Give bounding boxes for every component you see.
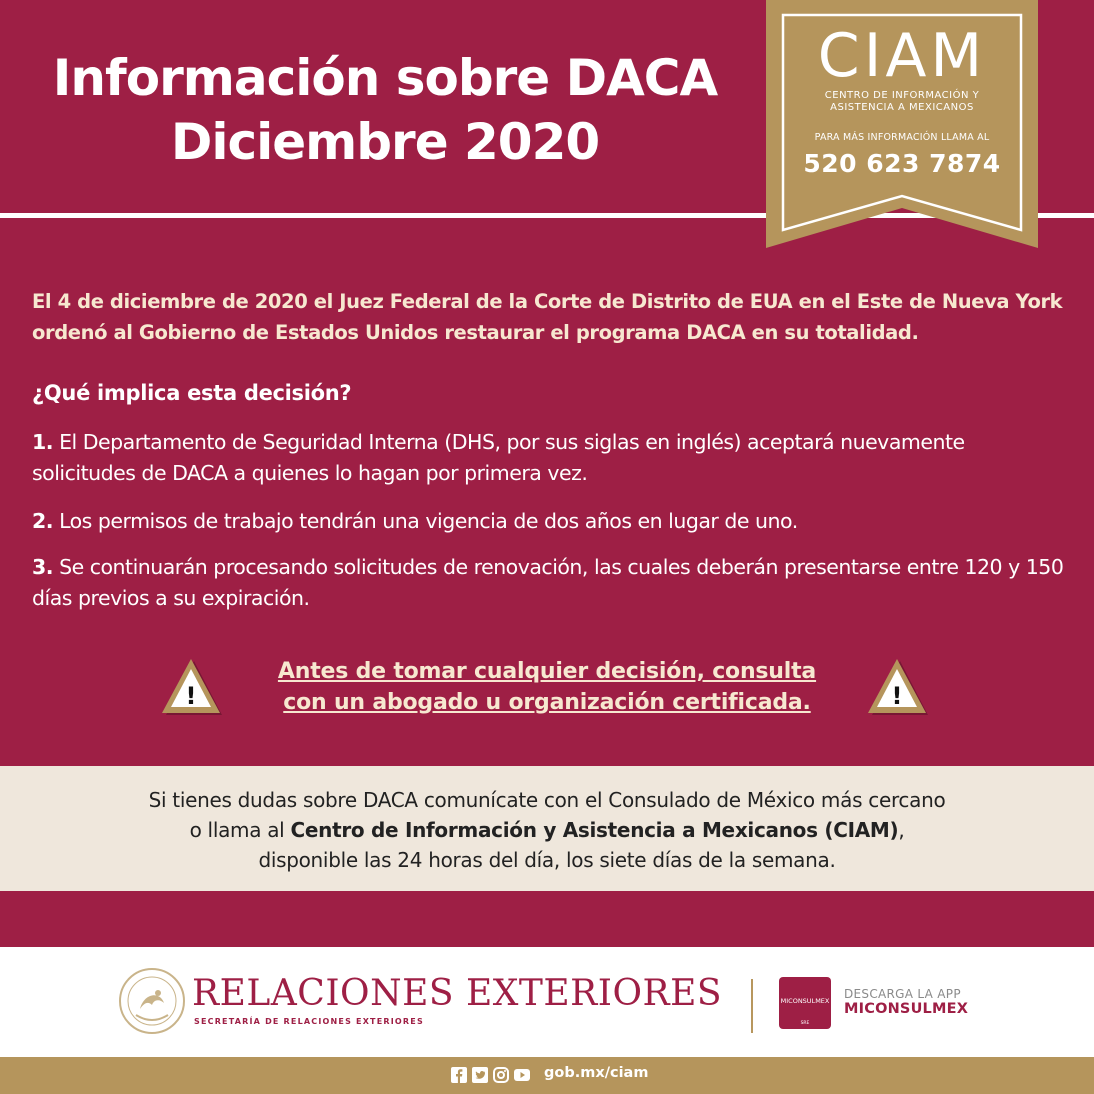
sre-subtitle: SECRETARÍA DE RELACIONES EXTERIORES xyxy=(194,1017,424,1026)
list-item-text: El Departamento de Seguridad Interna (DHS, por sus siglas en inglés) aceptará nuevamente solicitudes de DACA a quienes lo hagan por primera vez. xyxy=(32,430,965,485)
svg-text:!: ! xyxy=(185,682,197,710)
facebook-icon[interactable] xyxy=(451,1067,467,1083)
miconsulmex-app-icon[interactable]: MICONSULMEX SRE xyxy=(779,977,831,1029)
page-title-line1: Información sobre DACA xyxy=(52,49,718,107)
warning-icon xyxy=(158,657,224,717)
youtube-icon[interactable] xyxy=(514,1067,530,1083)
list-item-number: 3. xyxy=(32,555,54,579)
page-title-line2: Diciembre 2020 xyxy=(170,113,600,171)
warning-message xyxy=(240,656,854,718)
list-item-number: 2. xyxy=(32,509,54,533)
ciam-full-name: Centro de Información y Asistencia a Mexicanos (CIAM) xyxy=(290,818,899,842)
warning-icon xyxy=(864,657,930,717)
website-link[interactable]: gob.mx/ciam xyxy=(544,1065,649,1081)
ciam-subtitle-line2: ASISTENCIA A MEXICANOS xyxy=(830,102,974,113)
contact-line2: o llama al Centro de Información y Asistencia a Mexicanos (CIAM), xyxy=(189,818,905,842)
twitter-icon[interactable] xyxy=(472,1067,488,1083)
contact-line3: disponible las 24 horas del día, los siete días de la semana. xyxy=(258,848,836,872)
warning-line1: Antes de tomar cualquier decisión, consulta xyxy=(277,659,817,684)
app-name[interactable]: MICONSULMEX xyxy=(844,1001,969,1017)
list-item-text: Se continuarán procesando solicitudes de renovación, las cuales deberán presentarse entre 120 y 150 días previos a su expiración. xyxy=(32,555,1064,610)
list-item-text: Los permisos de trabajo tendrán una vigencia de dos años en lugar de uno. xyxy=(53,509,798,533)
svg-text:!: ! xyxy=(891,682,903,710)
footer-divider xyxy=(751,979,753,1033)
warning-line2: con un abogado u organización certificada. xyxy=(283,690,811,715)
ciam-phone[interactable]: 520 623 7874 xyxy=(803,149,1001,178)
page-title xyxy=(20,46,750,174)
contact-panel xyxy=(0,766,1094,891)
instagram-icon[interactable] xyxy=(493,1067,509,1083)
ciam-logo-text: CIAM xyxy=(817,21,987,91)
ciam-more-info: PARA MÁS INFORMACIÓN LLAMA AL xyxy=(814,132,990,143)
sre-title: RELACIONES EXTERIORES xyxy=(192,973,723,1014)
list-item xyxy=(32,552,1072,614)
ciam-banner xyxy=(766,0,1038,248)
app-download-cta: DESCARGA LA APP xyxy=(844,987,961,1001)
contact-line1: Si tienes dudas sobre DACA comunícate con el Consulado de México más cercano xyxy=(148,788,946,812)
ciam-subtitle-line1: CENTRO DE INFORMACIÓN Y xyxy=(824,90,980,101)
footer xyxy=(0,947,1094,1057)
question-heading: ¿Qué implica esta decisión? xyxy=(32,381,352,405)
list-item xyxy=(32,506,1072,537)
mexico-seal-icon xyxy=(118,967,186,1035)
intro-paragraph: El 4 de diciembre de 2020 el Juez Federal de la Corte de Distrito de EUA en el Este de Nueva York ordenó al Gobierno de Estados Unidos restaurar el programa DACA en su totalidad. xyxy=(32,290,1063,344)
list-item xyxy=(32,427,1072,489)
bottom-bar xyxy=(0,1057,1094,1094)
list-item-number: 1. xyxy=(32,430,54,454)
